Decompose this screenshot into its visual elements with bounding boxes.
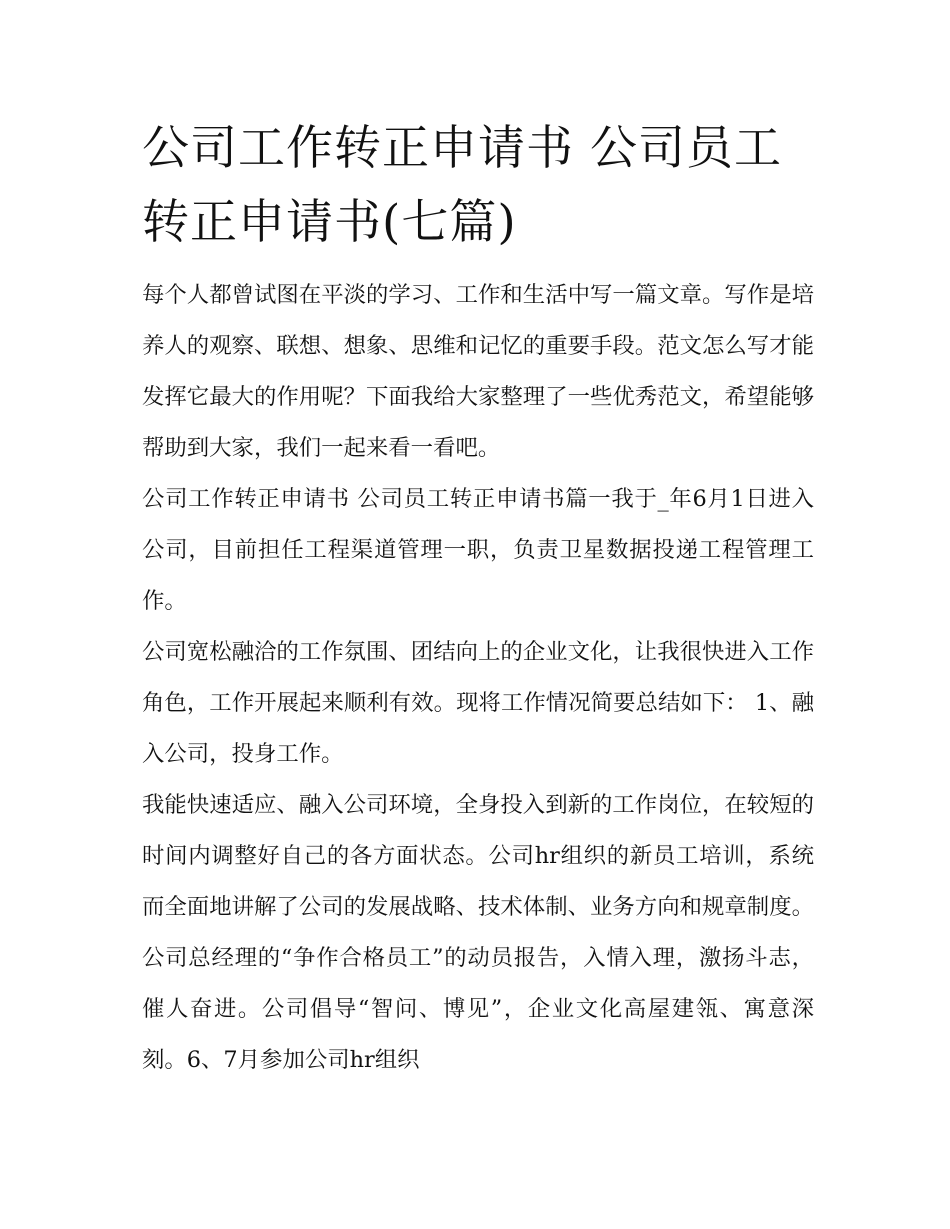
document-content [142, 112, 814, 1086]
paragraph-part-one: 公司工作转正申请书 公司员工转正申请书篇一我于_年6月1日进入公司，目前担任工程渠道管理一职，负责卫星数据投递工程管理工作。 [142, 486, 814, 614]
paragraph-work-summary: 公司宽松融洽的工作氛围、团结向上的企业文化，让我很快进入工作角色，工作开展起来顺利有效。现将工作情况简要总结如下： 1、融入公司，投身工作。 [142, 639, 814, 767]
document-title: 公司工作转正申请书 公司员工转正申请书(七篇) [142, 121, 782, 250]
document-body [142, 270, 814, 1086]
paragraph-adaptation: 我能快速适应、融入公司环境，全身投入到新的工作岗位，在较短的时间内调整好自己的各方面状态。公司hr组织的新员工培训，系统而全面地讲解了公司的发展战略、技术体制、业务方向和规章制度。公司总经理的“争作合格员工”的动员报告，入情入理，激扬斗志，催人奋进。公司倡导“智问、博见”，企业文化高屋建瓴、寓意深刻。6、7月参加公司hr组织 [142, 792, 814, 1073]
paragraph-intro: 每个人都曾试图在平淡的学习、工作和生活中写一篇文章。写作是培养人的观察、联想、想象、思维和记忆的重要手段。范文怎么写才能发挥它最大的作用呢？下面我给大家整理了一些优秀范文，希望能够帮助到大家，我们一起来看一看吧。 [142, 282, 814, 461]
